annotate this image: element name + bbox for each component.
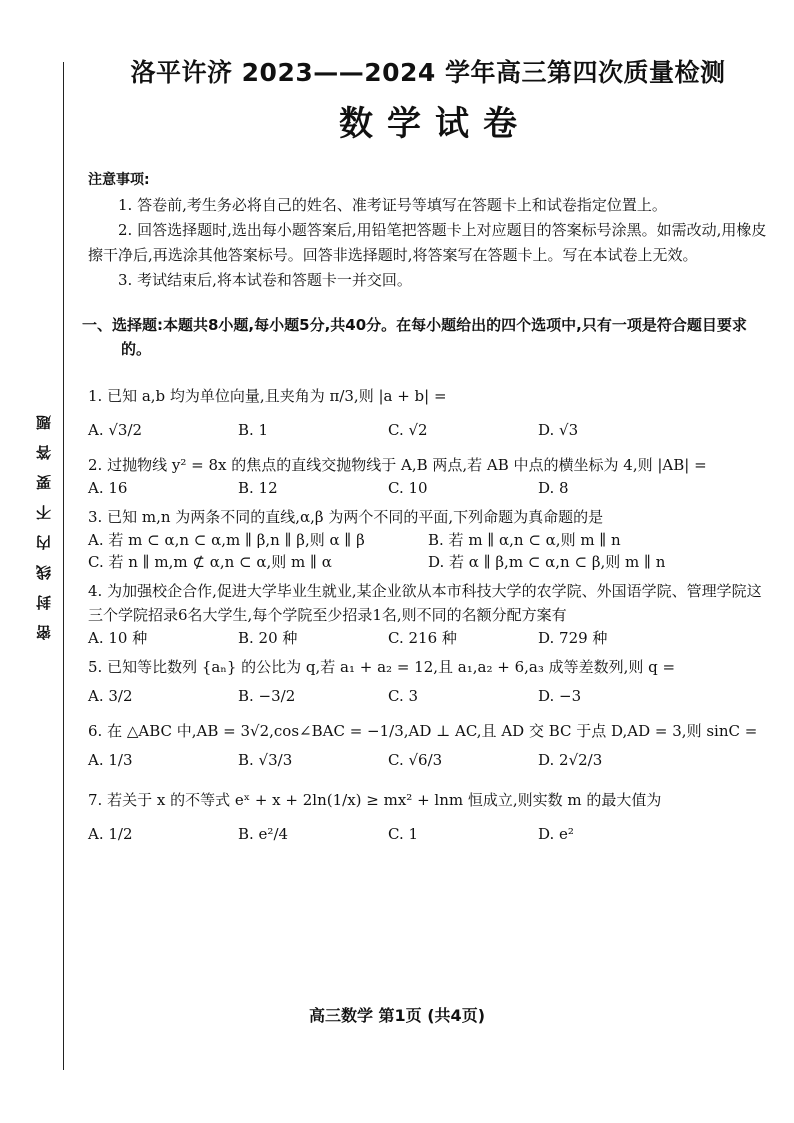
option-a: A. 1/2 xyxy=(88,825,133,843)
question-6 xyxy=(88,719,768,777)
option-c: C. √2 xyxy=(388,421,428,439)
exam-title: 洛平许济 2023——2024 学年高三第四次质量检测 xyxy=(130,58,726,87)
question-stem: 3. 已知 m,n 为两条不同的直线,α,β 为两个不同的平面,下列命题为真命题的是 xyxy=(88,508,604,526)
option-c: C. 若 n ∥ m,m ⊄ α,n ⊂ α,则 m ∥ α xyxy=(88,553,332,571)
option-b: B. 1 xyxy=(238,421,269,439)
notice-item: 1. 答卷前,考生务必将自己的姓名、准考证号等填写在答题卡上和试卷指定位置上。 xyxy=(118,196,667,214)
notice-item: 3. 考试结束后,将本试卷和答题卡一并交回。 xyxy=(118,271,412,289)
question-stem: 6. 在 △ABC 中,AB = 3√2,cos∠BAC = −1/3,AD ⊥ AC,且 AD 交 BC 于点 D,AD = 3,则 sinC = xyxy=(88,722,758,740)
option-b: B. √3/3 xyxy=(238,751,293,769)
question-list xyxy=(88,379,768,851)
section-header: 一、选择题:本题共8小题,每小题5分,共40分。在每小题给出的四个选项中,只有一项是符合题目要求的。 xyxy=(82,316,747,358)
question-2 xyxy=(88,453,768,499)
question-stem: 7. 若关于 x 的不等式 eˣ + x + 2ln(1/x) ≥ mx² + lnm 恒成立,则实数 m 的最大值为 xyxy=(88,791,662,809)
page-footer: 高三数学 第1页 (共4页) xyxy=(308,1006,486,1025)
option-b: B. 20 种 xyxy=(238,629,298,647)
option-b: B. 若 m ∥ α,n ⊂ α,则 m ∥ n xyxy=(428,531,621,549)
option-row xyxy=(88,679,768,713)
option-row xyxy=(88,743,768,777)
notice-block xyxy=(88,168,768,293)
exam-page xyxy=(82,58,768,857)
option-d: D. 若 α ∥ β,m ⊂ α,n ⊂ β,则 m ∥ n xyxy=(428,553,666,571)
option-row xyxy=(88,477,768,499)
option-b: B. −3/2 xyxy=(238,687,296,705)
notice-item: 2. 回答选择题时,选出每小题答案后,用铅笔把答题卡上对应题目的答案标号涂黑。如需改动,用橡皮擦干净后,再选涂其他答案标号。回答非选择题时,将答案写在答题卡上。写在本试卷上无效。 xyxy=(88,221,767,264)
option-c: C. 216 种 xyxy=(388,629,457,647)
option-d: D. −3 xyxy=(538,687,582,705)
binding-line xyxy=(63,62,64,1070)
option-d: D. √3 xyxy=(538,421,579,439)
option-row xyxy=(88,413,768,447)
subject-title: 数学试卷 xyxy=(339,104,531,144)
option-c: C. √6/3 xyxy=(388,751,443,769)
option-row xyxy=(88,817,768,851)
option-d: D. 729 种 xyxy=(538,629,608,647)
question-stem: 5. 已知等比数列 {aₙ} 的公比为 q,若 a₁ + a₂ = 12,且 a₁,a₂ + 6,a₃ 成等差数列,则 q = xyxy=(88,658,676,676)
option-a: A. 1/3 xyxy=(88,751,133,769)
question-4 xyxy=(88,579,768,649)
option-d: D. 2√2/3 xyxy=(538,751,603,769)
option-d: D. 8 xyxy=(538,479,569,497)
question-5 xyxy=(88,655,768,713)
option-c: C. 10 xyxy=(388,479,428,497)
option-c: C. 3 xyxy=(388,687,419,705)
question-3 xyxy=(88,505,768,573)
option-a: A. √3/2 xyxy=(88,421,143,439)
option-d: D. e² xyxy=(538,825,574,843)
option-a: A. 若 m ⊂ α,n ⊂ α,m ∥ β,n ∥ β,则 α ∥ β xyxy=(88,531,365,549)
option-b: B. e²/4 xyxy=(238,825,289,843)
seal-line-notice: 密封线内不要答题 xyxy=(35,400,53,640)
notice-heading: 注意事项: xyxy=(88,172,150,188)
question-stem: 4. 为加强校企合作,促进大学毕业生就业,某企业欲从本市科技大学的农学院、外国语学院、管理学院这三个学院招录6名大学生,每个学院至少招录1名,则不同的名额分配方案有 xyxy=(88,582,762,624)
option-a: A. 3/2 xyxy=(88,687,133,705)
option-row xyxy=(88,529,768,551)
question-1 xyxy=(88,379,768,447)
option-row xyxy=(88,627,768,649)
question-7 xyxy=(88,783,768,851)
option-a: A. 10 种 xyxy=(88,629,148,647)
option-b: B. 12 xyxy=(238,479,278,497)
option-a: A. 16 xyxy=(88,479,128,497)
question-stem: 2. 过抛物线 y² = 8x 的焦点的直线交抛物线于 A,B 两点,若 AB 中点的横坐标为 4,则 |AB| = xyxy=(88,456,707,474)
question-stem: 1. 已知 a,b 均为单位向量,且夹角为 π/3,则 |a + b| = xyxy=(88,387,447,405)
option-c: C. 1 xyxy=(388,825,419,843)
option-row xyxy=(88,551,768,573)
